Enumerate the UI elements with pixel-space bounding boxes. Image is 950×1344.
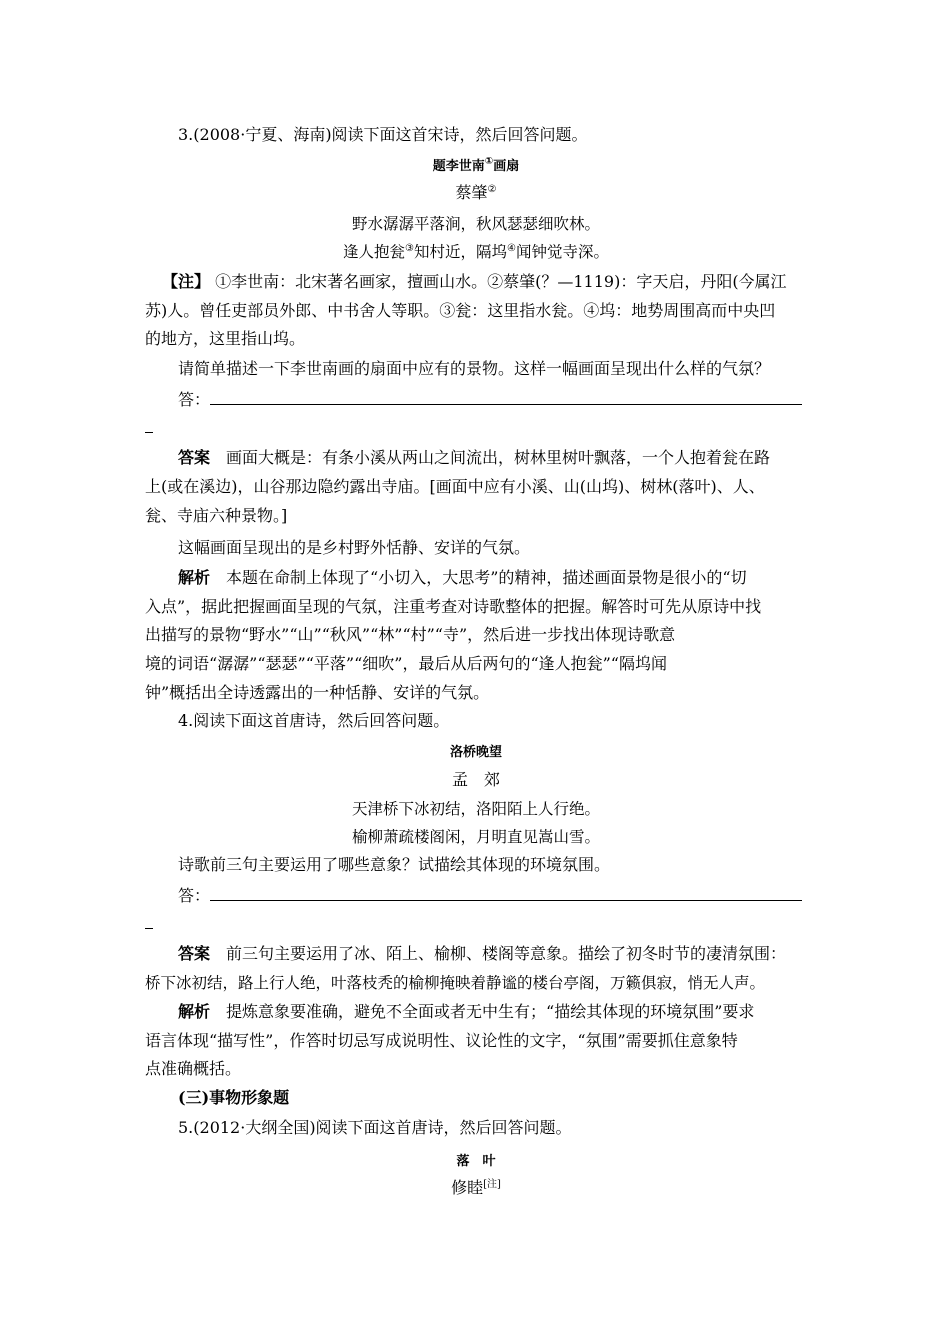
q3-analysis-label: 解析: [178, 568, 211, 587]
q3-note-line-3: 的地方，这里指山坞。: [145, 329, 306, 348]
q5-author-text: 修睦: [451, 1178, 484, 1197]
q4-analysis-text-1: 提炼意象要准确，避免不全面或者无中生有；“描绘其体现的环境氛围”要求: [226, 1002, 755, 1021]
q3-note-text-1: ①李世南：北宋著名画家，擅画山水。②蔡肇(？—1119)：字天启，丹阳(今属江: [215, 272, 787, 291]
q3-answer-line-1: [178, 446, 807, 470]
q3-question: 请简单描述一下李世南画的扇面中应有的景物。这样一幅画面呈现出什么样的气氛？: [178, 359, 771, 378]
q3-answer-prompt: 答：: [178, 390, 211, 409]
q3-answer-text-1: 画面大概是：有条小溪从两山之间流出，树林里树叶飘落，一个人抱着瓮在路: [226, 448, 771, 467]
q4-analysis-line-2: 语言体现“描写性”，作答时切忌写成说明性、议论性的文字，“氛围”需要抓住意象特: [145, 1031, 738, 1050]
q4-analysis-line-1: [178, 1000, 807, 1024]
q3-analysis-line-1: [178, 566, 807, 590]
q5-poem-title: 落 叶: [456, 1154, 496, 1169]
q3-answer-line-4: 这幅画面呈现出的是乡村野外恬静、安详的气氛。: [178, 538, 531, 557]
q3-line2-part-a: 逢人抱瓮: [343, 243, 406, 261]
q3-poem-line-2: [145, 240, 807, 264]
q3-note-line-1: [162, 270, 807, 294]
q3-analysis-text-1: 本题在命制上体现了“小切入，大思考”的精神，描述画面景物是很小的“切: [226, 568, 747, 587]
q4-poem-author: 孟 郊: [451, 770, 500, 789]
q3-answer-blank-continuation: [145, 432, 153, 433]
q4-question: 诗歌前三句主要运用了哪些意象？试描绘其体现的环境氛围。: [178, 855, 611, 874]
q4-analysis-line-3: 点准确概括。: [145, 1059, 242, 1078]
q3-answer-line-2: 上(或在溪边)，山谷那边隐约露出寺庙。[画面中应有小溪、山(山坞)、树林(落叶)、人、: [145, 477, 765, 496]
q3-analysis-line-3: 出描写的景物“野水”“山”“秋风”“林”“村”“寺”，然后进一步找出体现诗歌意: [145, 625, 676, 644]
q4-answer-line-2: 桥下冰初结，路上行人绝，叶落枝秃的榆柳掩映着静谧的楼台亭阁，万籁俱寂，悄无人声。: [145, 974, 766, 992]
q4-stem: 4.阅读下面这首唐诗，然后回答问题。: [178, 711, 450, 730]
q5-stem: 5.(2012·大纲全国)阅读下面这首唐诗，然后回答问题。: [178, 1118, 572, 1137]
q3-poem-author: [145, 181, 807, 205]
q3-line2-part-b: 知村近，隔坞: [413, 243, 507, 261]
q3-answer-line-3: 瓮、寺庙六种景物。]: [145, 506, 288, 525]
q4-answer-blank-continuation: [145, 928, 153, 929]
q3-poem-title-text: 题李世南: [432, 159, 485, 174]
q3-poem-line-1: 野水潺潺平落涧，秋风瑟瑟细吹林。: [351, 215, 600, 233]
q5-poem-author: [145, 1176, 807, 1200]
q3-analysis-line-4: 境的词语“潺潺”“瑟瑟”“平落”“细吹”，最后从后两句的“逢人抱瓮”“隔坞闻: [145, 654, 667, 673]
q5-author-footnote: [注]: [483, 1179, 501, 1190]
q4-answer-blank[interactable]: [210, 885, 802, 901]
q4-poem-line-2: 榆柳萧疏楼阁闲，月明直见嵩山雪。: [351, 828, 600, 846]
q3-poem-title: [145, 155, 807, 179]
q3-note-line-2: 苏)人。曾任吏部员外郎、中书舍人等职。③瓮：这里指水瓮。④坞：地势周围高而中央凹: [145, 301, 776, 320]
q4-answer-line[interactable]: [178, 884, 807, 908]
q3-answer-label: 答案: [178, 448, 211, 467]
q3-answer-line[interactable]: [178, 388, 807, 412]
section-heading: (三)事物形象题: [178, 1088, 290, 1107]
q4-answer-text-1: 前三句主要运用了冰、陌上、榆柳、楼阁等意象。描绘了初冬时节的凄清氛围：: [226, 944, 787, 963]
q4-poem-line-1: 天津桥下冰初结，洛阳陌上人行绝。: [351, 800, 600, 818]
q3-line2-footnote-b: ④: [507, 243, 516, 254]
q3-author-text: 蔡肇: [455, 183, 488, 202]
q3-analysis-line-5: 钟”概括出全诗透露出的一种恬静、安详的气氛。: [145, 683, 490, 702]
q3-analysis-line-2: 入点”，据此把握画面呈现的气氛，注重考查对诗歌整体的把握。解答时可先从原诗中找: [145, 597, 762, 616]
q3-author-footnote: ②: [487, 184, 497, 195]
q4-answer-label: 答案: [178, 944, 211, 963]
q3-note-label: 【注】: [162, 272, 211, 291]
q3-poem-title-tail: 画扇: [493, 159, 520, 174]
q4-answer-line-1: [178, 942, 807, 966]
q3-line2-footnote-a: ③: [405, 243, 414, 254]
q4-poem-title: 洛桥晚望: [449, 745, 502, 760]
q3-line2-part-c: 闻钟觉寺深。: [515, 243, 609, 261]
q4-analysis-label: 解析: [178, 1002, 211, 1021]
q3-title-footnote: ①: [484, 156, 494, 167]
q3-stem: 3.(2008·宁夏、海南)阅读下面这首宋诗，然后回答问题。: [178, 125, 588, 144]
q3-answer-blank[interactable]: [210, 389, 802, 405]
q4-answer-prompt: 答：: [178, 886, 211, 905]
